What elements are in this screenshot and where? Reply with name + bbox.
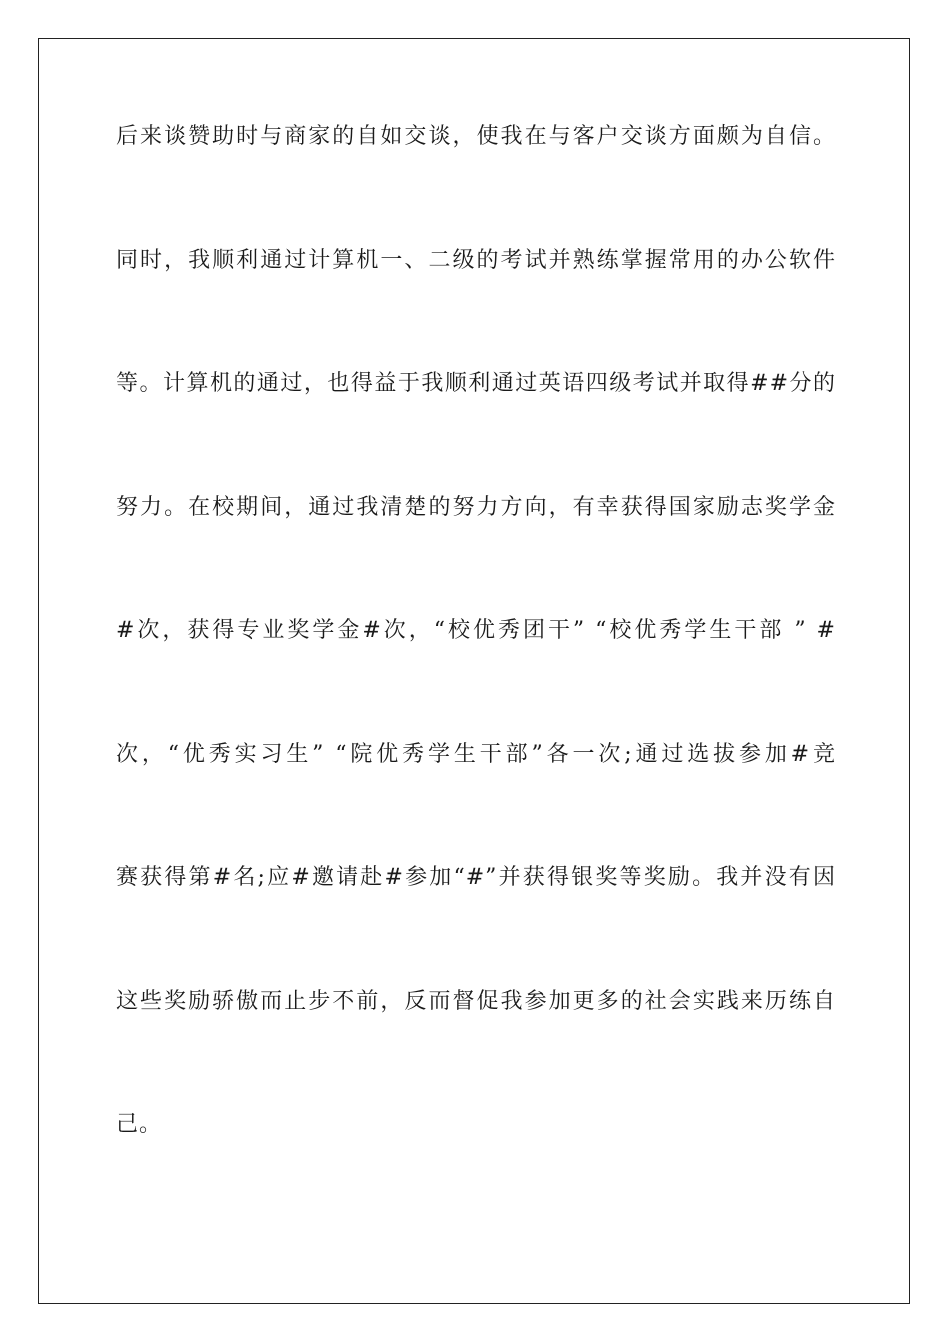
text-line-6: 次，“优秀实习生” “院优秀学生干部”各一次;通过选拔参加#竞	[116, 741, 836, 767]
text-line-4: 努力。在校期间，通过我清楚的努力方向，有幸获得国家励志奖学金	[116, 494, 836, 520]
text-line-5: #次，获得专业奖学金#次，“校优秀团干” “校优秀学生干部 ” #	[116, 618, 836, 643]
text-line-3: 等。计算机的通过，也得益于我顺利通过英语四级考试并取得##分的	[116, 371, 836, 396]
text-line-2: 同时，我顺利通过计算机一、二级的考试并熟练掌握常用的办公软件	[116, 247, 836, 273]
text-line-8: 这些奖励骄傲而止步不前，反而督促我参加更多的社会实践来历练自	[116, 988, 836, 1014]
text-line-7: 赛获得第#名;应#邀请赴#参加“#”并获得银奖等奖励。我并没有因	[116, 865, 836, 890]
text-line-9: 己。	[116, 1112, 163, 1137]
document-body	[116, 123, 836, 1235]
text-line-1: 后来谈赞助时与商家的自如交谈，使我在与客户交谈方面颇为自信。	[116, 124, 836, 149]
